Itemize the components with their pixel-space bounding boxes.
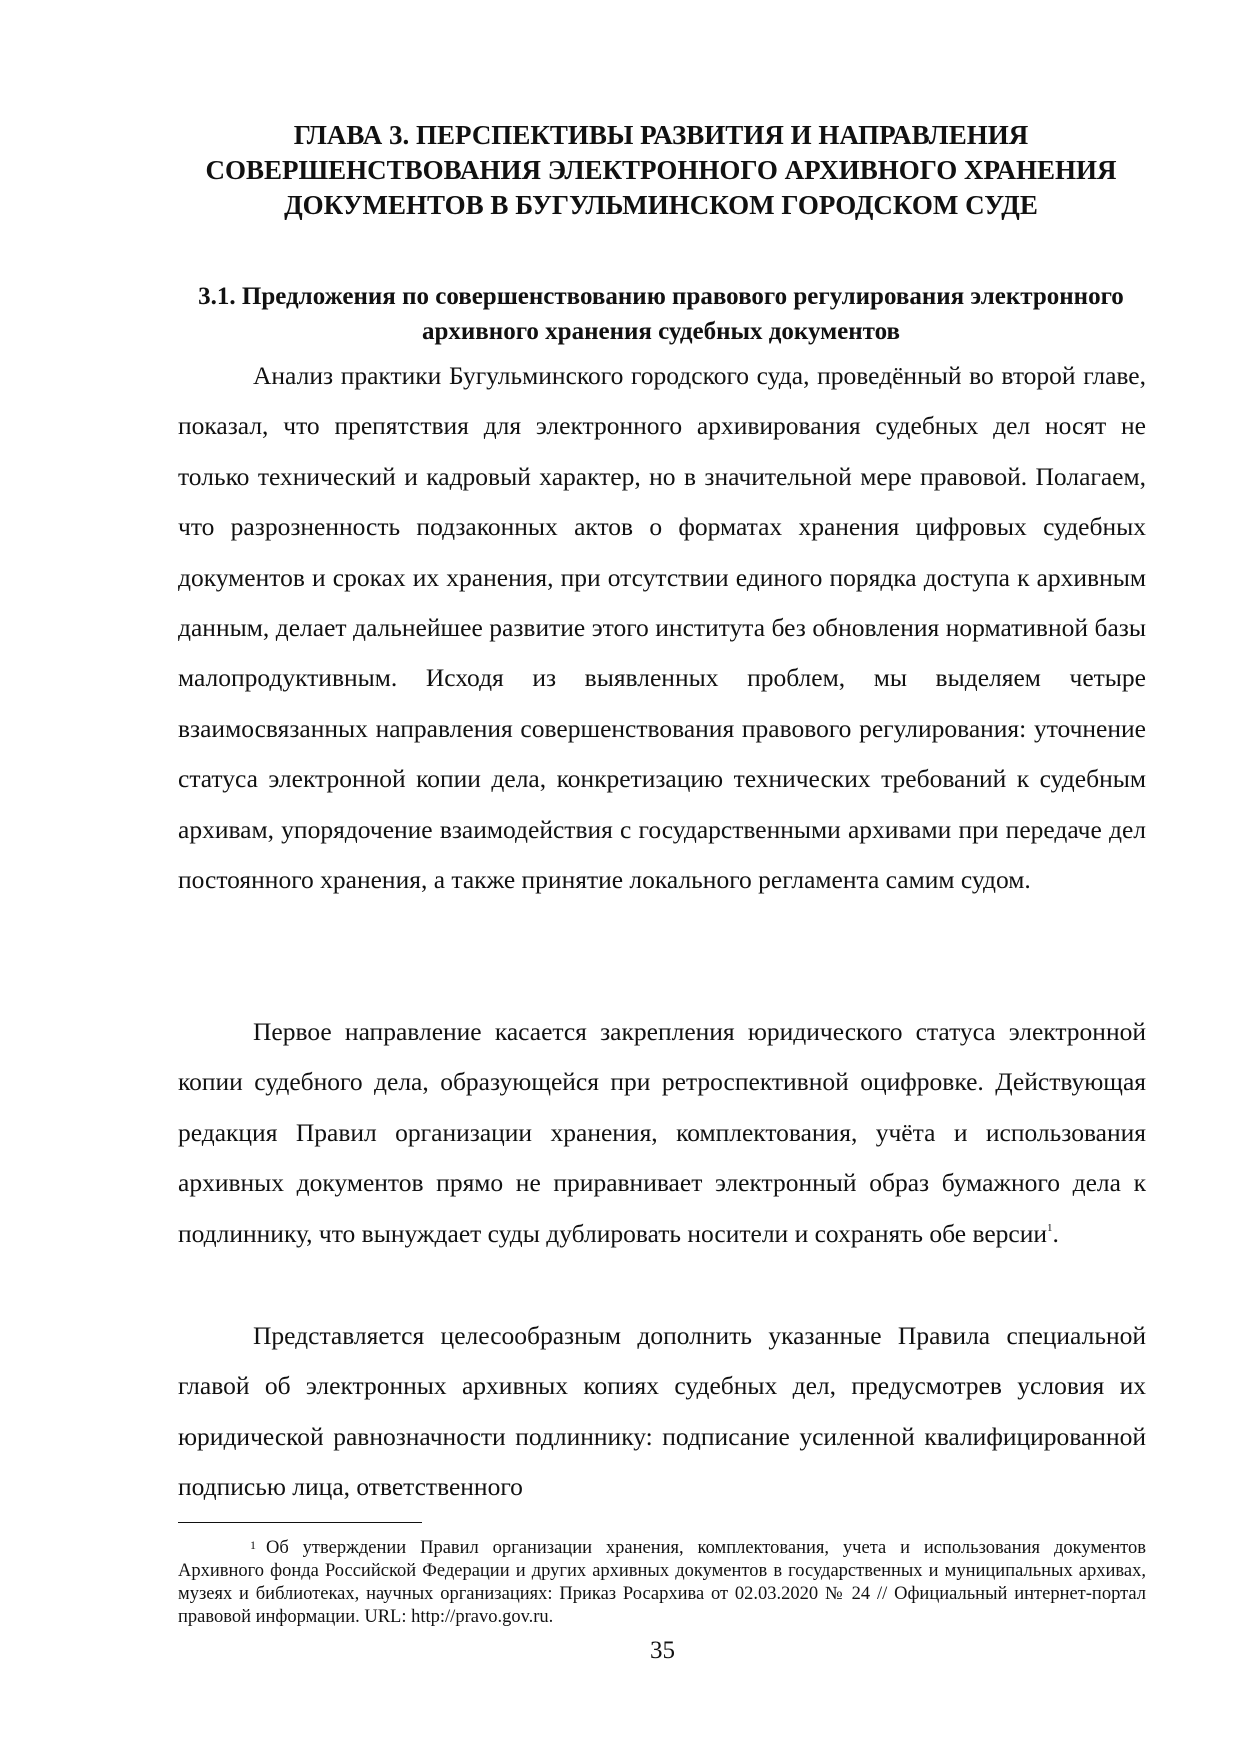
chapter-title: ГЛАВА 3. ПЕРСПЕКТИВЫ РАЗВИТИЯ И НАПРАВЛЕНИЯ СОВЕРШЕНСТВОВАНИЯ ЭЛЕКТРОННОГО АРХИВНОГО ХРАНЕНИЯ ДОКУМЕНТОВ В БУГУЛЬМИНСКОМ ГОРОДСКОМ СУДЕ xyxy=(205,120,1117,220)
body-paragraph-2-text: Первое направление касается закрепления юридического статуса электронной копии судебного дела, образующейся при ретроспективной оцифровке. Действующая редакция Правил организации хранения, комплектования, учёта и использования архивных документов прямо не приравнивает электронный образ бумажного дела к подлиннику, что вынуждает суды дублировать носители и сохранять обе версии xyxy=(178,1017,1146,1248)
body-paragraph-3: Представляется целесообразным дополнить указанные Правила специальной главой об электронных архивных копиях судебных дел, предусмотрев условия их юридической равнозначности подлиннику: подписание усиленной квалифицированной подписью лица, ответственного xyxy=(178,1321,1146,1502)
footnote-text: Об утверждении Правил организации хранения, комплектования, учета и использования документов Архивного фонда Российской Федерации и других архивных документов в государственных и муниципальных архивах, музеях и библиотеках, научных организациях: Приказ Росархива от 02.03.2020 № 24 // Официальный интернет-портал правовой информации. URL: http://pravo.gov.ru. xyxy=(178,1538,1146,1627)
footnote-separator xyxy=(178,1522,422,1523)
footnote-number: 1 xyxy=(250,1538,256,1552)
body-paragraph-2-end: . xyxy=(1052,1218,1059,1248)
page-number: 35 xyxy=(650,1637,675,1664)
body-paragraph-2 xyxy=(178,1007,1146,1259)
section-title: 3.1. Предложения по совершенствованию правового регулирования электронного архивного хранения судебных документов xyxy=(198,283,1124,345)
body-paragraph-1: Анализ практики Бугульминского городского суда, проведённый во второй главе, показал, что препятствия для электронного архивирования судебных дел носят не только технический и кадровый характер, но в значительной мере правовой. Полагаем, что разрозненность подзаконных актов о форматах хранения цифровых судебных документов и сроках их хранения, при отсутствии единого порядка доступа к архивным данным, делает дальнейшее развитие этого института без обновления нормативной базы малопродуктивным. Исходя из выявленных проблем, мы выделяем четыре взаимосвязанных направления совершенствования правового регулирования: уточнение статуса электронной копии дела, конкретизацию технических требований к судебным архивам, упорядочение взаимодействия с государственными архивами при передаче дел постоянного хранения, а также принятие локального регламента самим судом. xyxy=(178,361,1146,895)
footnote xyxy=(178,1537,1146,1629)
footnote-reference[interactable]: 1 xyxy=(1047,1221,1053,1234)
